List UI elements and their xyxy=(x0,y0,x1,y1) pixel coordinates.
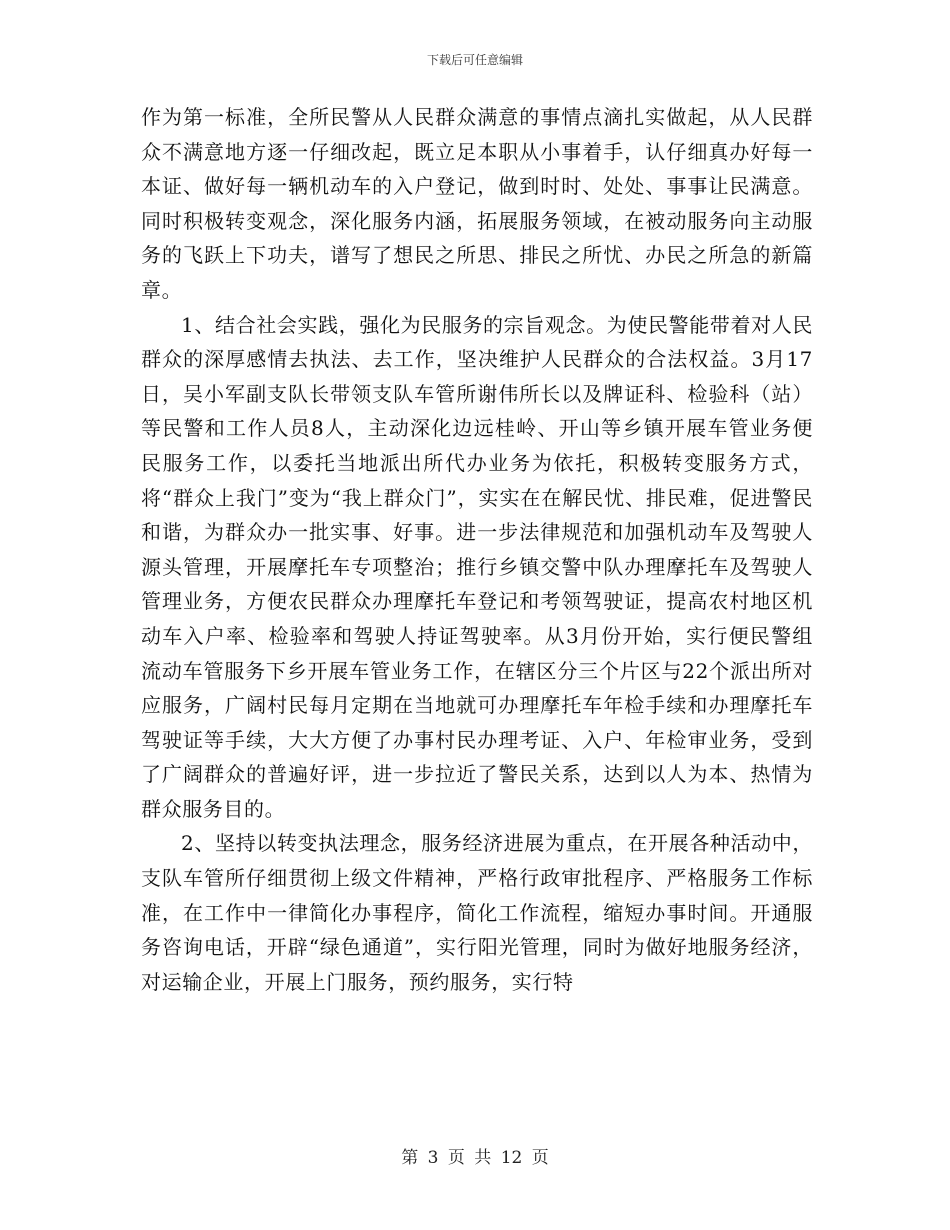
document-body xyxy=(141,100,813,999)
paragraph-3: 2、坚持以转变执法理念，服务经济进展为重点，在开展各种活动中，支队车管所仔细贯彻上级文件精神，严格行政审批程序、严格服务工作标准，在工作中一律简化办事程序，简化工作流程，缩短办事时间。开通服务咨询电话，开辟“绿色通道”，实行阳光管理，同时为做好地服务经济，对运输企业，开展上门服务，预约服务，实行特 xyxy=(141,831,813,994)
page-number-footer: 第 3 页 共 12 页 xyxy=(401,1148,549,1168)
header-note: 下载后可任意编辑 xyxy=(426,53,523,67)
paragraph-2: 1、结合社会实践，强化为民服务的宗旨观念。为使民警能带着对人民群众的深厚感情去执法、去工作，坚决维护人民群众的合法权益。3月17日，吴小军副支队长带领支队车管所谢伟所长以及牌证科、检验科（站）等民警和工作人员8人，主动深化边远桂岭、开山等乡镇开展车管业务便民服务工作，以委托当地派出所代办业务为依托，积极转变服务方式，将“群众上我门”变为“我上群众门”，实实在在解民忧、排民难，促进警民和谐，为群众办一批实事、好事。进一步法律规范和加强机动车及驾驶人源头管理，开展摩托车专项整治；推行乡镇交警中队办理摩托车及驾驶人管理业务，方便农民群众办理摩托车登记和考领驾驶证，提高农村地区机动车入户率、检验率和驾驶人持证驾驶率。从3月份开始，实行便民警组流动车管服务下乡开展车管业务工作，在辖区分三个片区与22个派出所对应服务，广阔村民每月定期在当地就可办理摩托车年检手续和办理摩托车驾驶证等手续，大大方便了办事村民办理考证、入户、年检审业务，受到了广阔群众的普遍好评，进一步拉近了警民关系，达到以人为本、热情为群众服务目的。 xyxy=(141,312,813,821)
paragraph-1: 作为第一标准，全所民警从人民群众满意的事情点滴扎实做起，从人民群众不满意地方逐一仔细改起，既立足本职从小事着手，认仔细真办好每一本证、做好每一辆机动车的入户登记，做到时时、处处、事事让民满意。同时积极转变观念，深化服务内涵，拓展服务领域，在被动服务向主动服务的飞跃上下功夫，谱写了想民之所思、排民之所忧、办民之所急的新篇章。 xyxy=(141,105,813,302)
